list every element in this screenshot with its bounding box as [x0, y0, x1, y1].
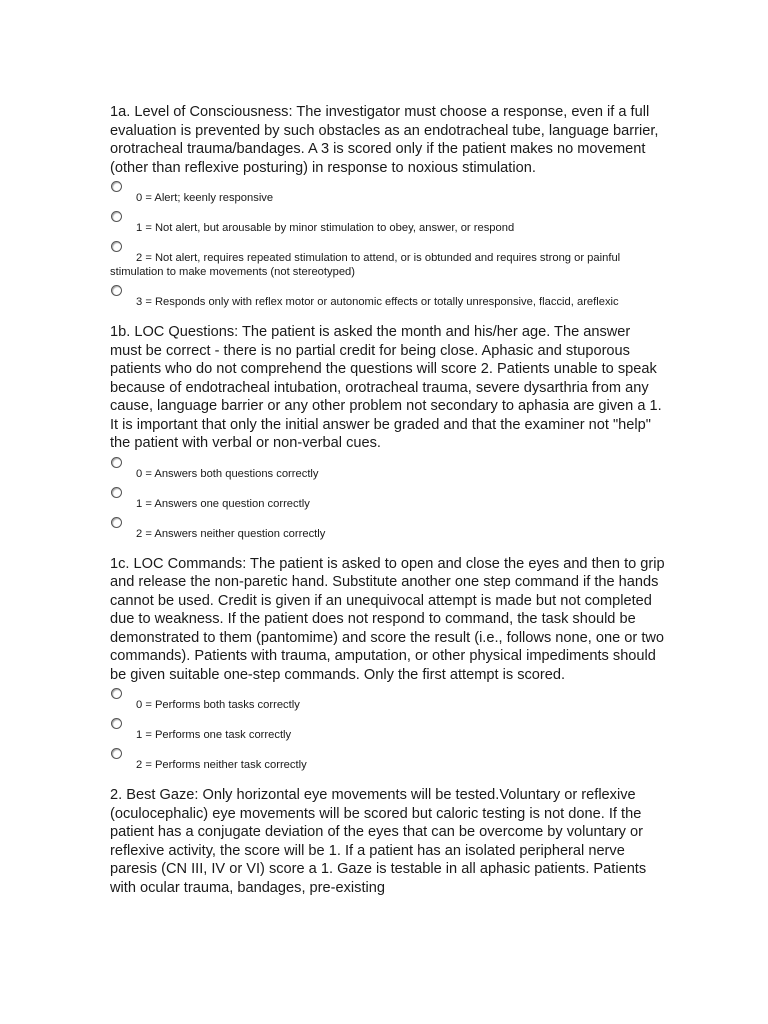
option-label: 2 = Answers neither question correctly — [136, 527, 326, 540]
radio-button[interactable] — [111, 718, 122, 729]
question-2: 2. Best Gaze: Only horizontal eye movements will be tested.Voluntary or reflexive (oculocephalic) eye movements will be scored but caloric testing is not done. If the patient has a conjugate deviation of the eyes that can be overcome by voluntary or reflexive activity, the score will be 1. If a patient has an isolated peripheral nerve paresis (CN III, IV or VI) score a 1. Gaze is testable in all aphasic patients. Patients with ocular trauma, bandages, pre-existing — [110, 787, 647, 896]
option-1c-2[interactable] — [110, 748, 665, 772]
option-1a-3[interactable] — [110, 285, 665, 309]
radio-button[interactable] — [111, 517, 122, 528]
radio-button[interactable] — [111, 285, 122, 296]
radio-button[interactable] — [111, 457, 122, 468]
option-1a-2[interactable] — [110, 241, 665, 279]
radio-button[interactable] — [111, 181, 122, 192]
option-1b-0[interactable] — [110, 457, 665, 481]
radio-button[interactable] — [111, 241, 122, 252]
radio-button[interactable] — [111, 748, 122, 759]
option-label: 0 = Performs both tasks correctly — [136, 699, 300, 711]
section-2 — [110, 786, 665, 897]
radio-button[interactable] — [111, 688, 122, 699]
option-label: 3 = Responds only with reflex motor or autonomic effects or totally unresponsive, flaccid, areflexic — [136, 296, 619, 308]
option-label: 2 = Performs neither task correctly — [136, 759, 307, 771]
option-label: 2 = Not alert, requires repeated stimulation to attend, or is obtunded and requires strong or painful stimulation to make movements (not stereotyped) — [110, 252, 621, 278]
radio-button[interactable] — [111, 487, 122, 498]
option-label: 0 = Answers both questions correctly — [136, 467, 319, 480]
section-1b — [110, 323, 665, 541]
option-1c-1[interactable] — [110, 718, 665, 742]
section-1a — [110, 103, 665, 309]
option-1a-0[interactable] — [110, 181, 665, 205]
option-label: 0 = Alert; keenly responsive — [136, 192, 274, 204]
option-1c-0[interactable] — [110, 688, 665, 712]
option-1b-1[interactable] — [110, 487, 665, 511]
form-content — [110, 103, 665, 911]
question-1c: 1c. LOC Commands: The patient is asked to open and close the eyes and then to grip and release the non-paretic hand. Substitute another one step command if the hands cannot be used. Credit is given if an unequivocal attempt is made but not completed due to weakness. If the patient does not respond to command, the task should be demonstrated to them (pantomime) and score the result (i.e., follows none, one or two commands). Patients with trauma, amputation, or other physical impediments should be given suitable one-step commands. Only the first attempt is scored. — [110, 555, 665, 683]
question-1a: 1a. Level of Consciousness: The investigator must choose a response, even if a full evaluation is prevented by such obstacles as an endotracheal tube, language barrier, orotracheal trauma/bandages. A 3 is scored only if the patient makes no movement (other than reflexive posturing) in response to noxious stimulation. — [110, 104, 659, 176]
option-label: 1 = Performs one task correctly — [136, 729, 292, 741]
option-label: 1 = Not alert, but arousable by minor stimulation to obey, answer, or respond — [136, 222, 515, 234]
option-label: 1 = Answers one question correctly — [136, 497, 310, 510]
radio-button[interactable] — [111, 211, 122, 222]
option-1b-2[interactable] — [110, 517, 665, 541]
question-1b: 1b. LOC Questions: The patient is asked the month and his/her age. The answer must be correct - there is no partial credit for being close. Aphasic and stuporous patients who do not comprehend the questions will score 2. Patients unable to speak because of endotracheal intubation, orotracheal trauma, severe dysarthria from any cause, language barrier or any other problem not secondary to aphasia are given a 1. It is important that only the initial answer be graded and that the examiner not "help" the patient with verbal or non-verbal cues. — [110, 324, 662, 451]
section-1c — [110, 555, 665, 773]
option-1a-1[interactable] — [110, 211, 665, 235]
